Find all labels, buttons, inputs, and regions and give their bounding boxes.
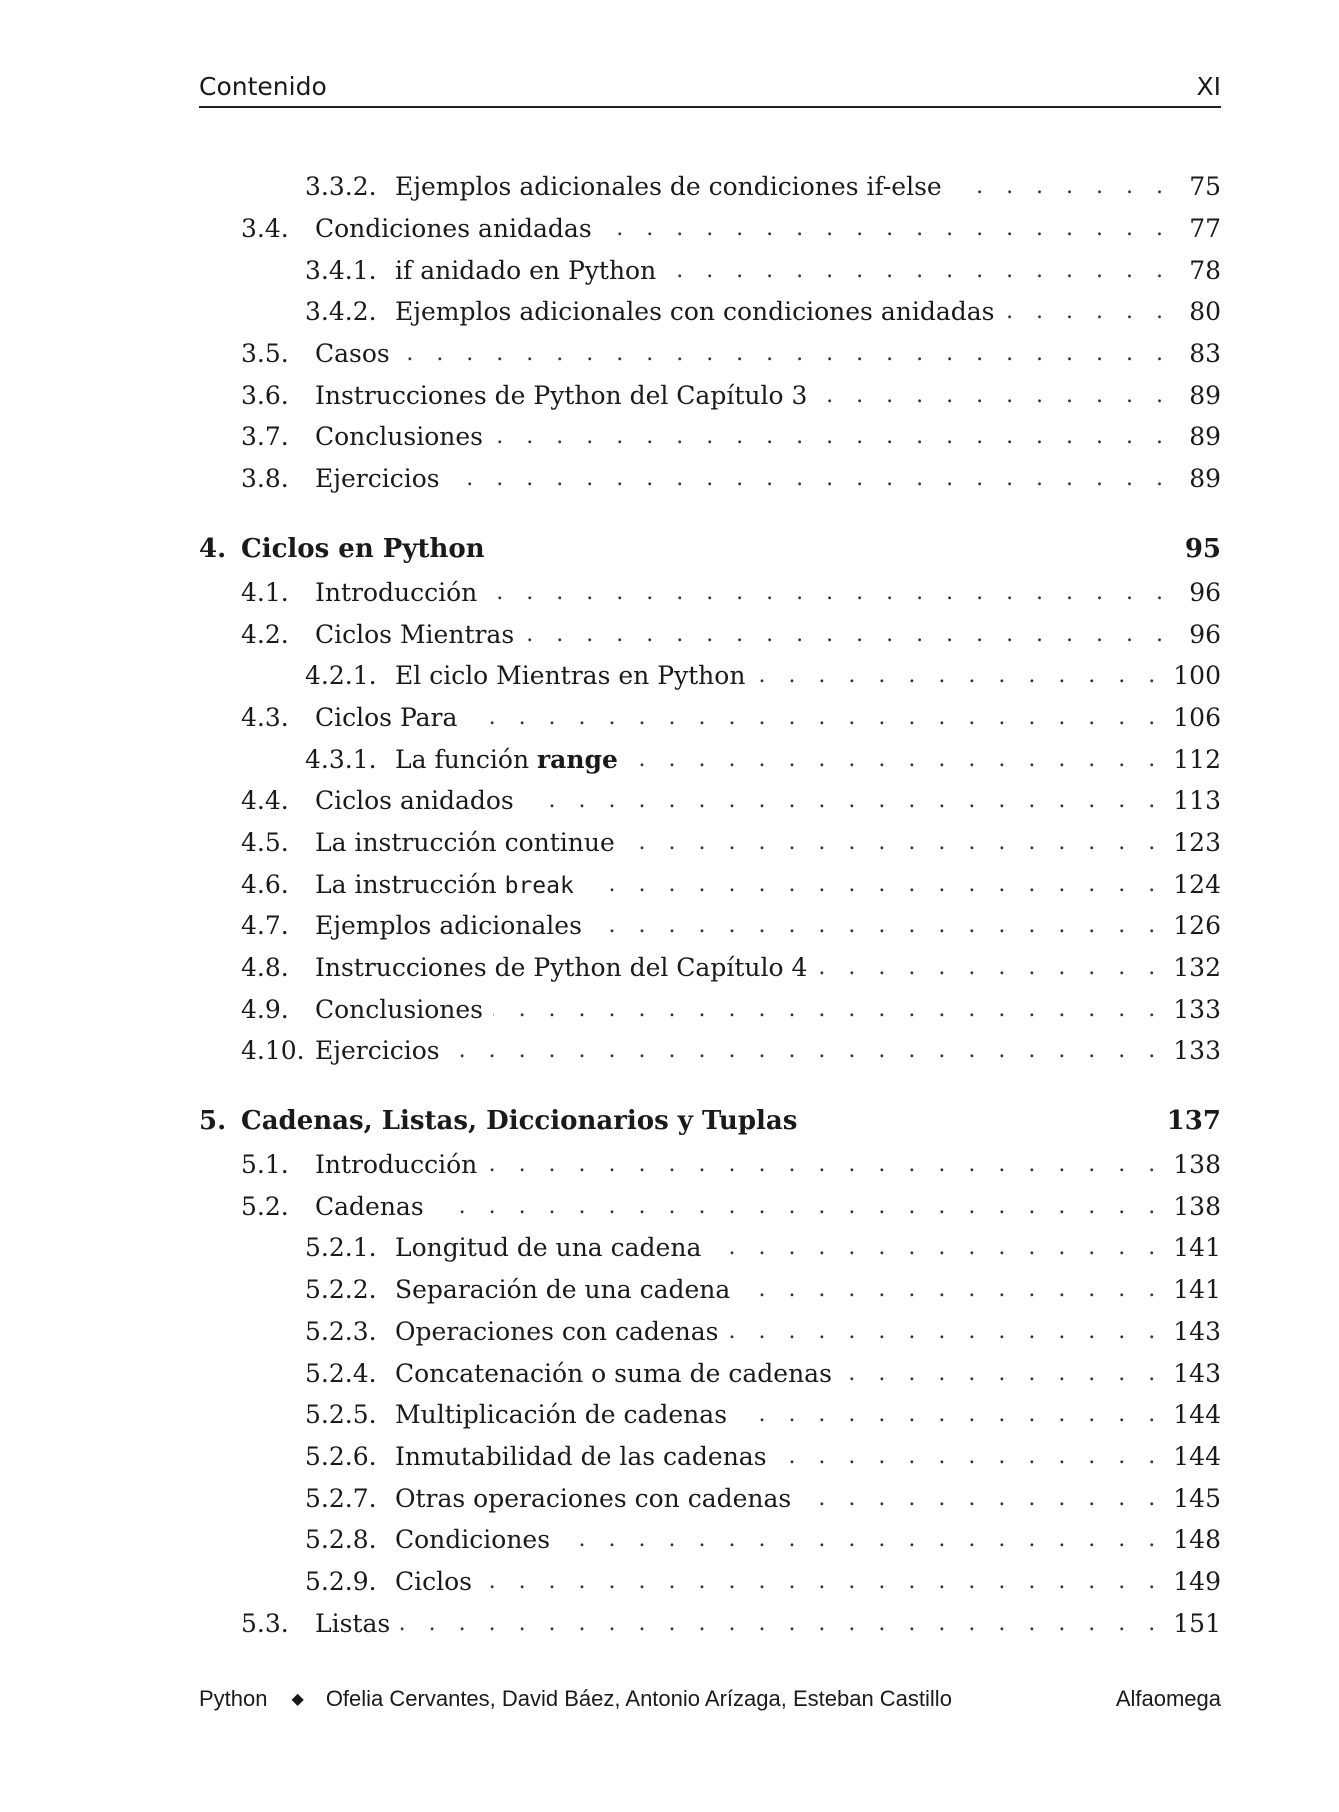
toc-page: 141 — [1173, 1275, 1221, 1305]
dot-leader — [817, 955, 1163, 980]
toc-title: Conclusiones — [315, 994, 483, 1024]
toc-number: 4.6. — [241, 869, 289, 899]
toc-entry-5-2-9 — [199, 1561, 1221, 1603]
toc-title: if anidado en Python — [395, 255, 657, 285]
toc-entry-3-5 — [199, 333, 1221, 375]
dot-leader — [524, 788, 1164, 813]
toc-entry-4-6 — [199, 863, 1221, 905]
toc-page: 78 — [1189, 255, 1221, 285]
running-header — [199, 68, 1221, 108]
toc-page: 138 — [1173, 1150, 1221, 1180]
toc-page: 144 — [1173, 1441, 1221, 1471]
dot-leader — [1004, 299, 1171, 324]
table-of-contents — [199, 166, 1221, 1644]
dot-leader — [737, 1402, 1163, 1427]
toc-title — [315, 870, 574, 899]
toc-title: Ciclos anidados — [315, 786, 514, 816]
toc-number: 5.2.1. — [305, 1233, 377, 1263]
dot-leader — [729, 1319, 1164, 1344]
chapter-page: 137 — [1166, 1105, 1221, 1136]
toc-number: 5.3. — [241, 1608, 289, 1638]
toc-entry-4-10 — [199, 1030, 1221, 1072]
toc-page: 151 — [1173, 1608, 1221, 1638]
toc-title: Listas — [315, 1608, 391, 1638]
dot-leader — [817, 383, 1171, 408]
toc-entry-5-2-2 — [199, 1269, 1221, 1311]
toc-chapter-5 — [199, 1098, 1221, 1144]
toc-page: 133 — [1173, 1036, 1221, 1066]
toc-entry-4-7 — [199, 905, 1221, 947]
toc-entry-5-1 — [199, 1144, 1221, 1186]
toc-title: Ejemplos adicionales — [315, 911, 582, 941]
toc-entry-4-3-1 — [199, 738, 1221, 780]
toc-title: Ejercicios — [315, 1036, 440, 1066]
toc-number: 3.8. — [241, 464, 289, 494]
toc-page: 123 — [1173, 827, 1221, 857]
toc-page: 113 — [1173, 786, 1221, 816]
dot-leader — [755, 663, 1163, 688]
dot-leader — [467, 705, 1163, 730]
toc-title: Ejemplos adicionales de condiciones if-else — [395, 172, 942, 202]
toc-page: 75 — [1189, 172, 1221, 202]
toc-title: Introducción — [315, 577, 478, 607]
dot-leader — [777, 1444, 1164, 1469]
toc-title-code: range — [537, 744, 618, 774]
toc-title: Condiciones — [395, 1525, 551, 1555]
dot-leader — [952, 174, 1171, 199]
toc-title: La instrucción continue — [315, 827, 615, 857]
toc-page: 148 — [1173, 1525, 1221, 1555]
toc-number: 5.2.8. — [305, 1525, 377, 1555]
toc-page: 149 — [1173, 1566, 1221, 1596]
toc-entry-5-2-4 — [199, 1352, 1221, 1394]
toc-title: El ciclo Mientras en Python — [395, 661, 746, 691]
toc-number: 4.4. — [241, 786, 289, 816]
toc-entry-3-6 — [199, 374, 1221, 416]
dot-leader — [628, 747, 1163, 772]
toc-entry-4-9 — [199, 988, 1221, 1030]
toc-title: Instrucciones de Python del Capítulo 4 — [315, 953, 808, 983]
toc-title: Ciclos Para — [315, 702, 458, 732]
toc-entry-3-4 — [199, 208, 1221, 250]
toc-title-text: La instrucción — [315, 869, 497, 899]
toc-number: 5.1. — [241, 1150, 289, 1180]
footer-authors: Ofelia Cervantes, David Báez, Antonio Arízaga, Esteban Castillo — [325, 1686, 952, 1711]
toc-number: 4.9. — [241, 994, 289, 1024]
footer-book-title: Python — [199, 1686, 268, 1711]
toc-chapter-4 — [199, 526, 1221, 572]
toc-number: 5.2.3. — [305, 1316, 377, 1346]
toc-title: Multiplicación de cadenas — [395, 1400, 728, 1430]
toc-number: 5.2.5. — [305, 1400, 377, 1430]
toc-entry-4-8 — [199, 947, 1221, 989]
toc-page: 132 — [1173, 953, 1221, 983]
toc-number: 4.8. — [241, 953, 289, 983]
dot-leader — [711, 1235, 1163, 1260]
toc-page: 144 — [1173, 1400, 1221, 1430]
toc-entry-5-3 — [199, 1602, 1221, 1644]
toc-entry-4-4 — [199, 780, 1221, 822]
toc-title-text: La función — [395, 744, 530, 774]
toc-page: 112 — [1173, 744, 1221, 774]
chapter-page: 95 — [1184, 533, 1221, 564]
dot-leader — [524, 622, 1171, 647]
toc-title: Operaciones con cadenas — [395, 1316, 719, 1346]
dot-leader — [493, 997, 1163, 1022]
toc-title: Separación de una cadena — [395, 1275, 731, 1305]
toc-number: 5.2.7. — [305, 1483, 377, 1513]
toc-page: 89 — [1189, 380, 1221, 410]
toc-title-code: break — [504, 872, 574, 899]
toc-title: Condiciones anidadas — [315, 214, 592, 244]
chapter-title: Cadenas, Listas, Diccionarios y Tuplas — [241, 1105, 798, 1136]
toc-title — [395, 745, 618, 774]
dot-leader — [740, 1277, 1163, 1302]
toc-entry-3-4-1 — [199, 249, 1221, 291]
toc-page: 96 — [1189, 619, 1221, 649]
toc-page: 100 — [1173, 661, 1221, 691]
toc-title: Conclusiones — [315, 422, 483, 452]
toc-number: 3.7. — [241, 422, 289, 452]
dot-leader — [450, 466, 1171, 491]
toc-title: Inmutabilidad de las cadenas — [395, 1441, 767, 1471]
toc-title: Cadenas — [315, 1191, 424, 1221]
toc-page: 77 — [1189, 214, 1221, 244]
diamond-icon: ◆ — [291, 1691, 304, 1708]
toc-page: 96 — [1189, 577, 1221, 607]
toc-number: 4.2. — [241, 619, 289, 649]
toc-page: 89 — [1189, 464, 1221, 494]
toc-number: 4.3. — [241, 702, 289, 732]
toc-page: 124 — [1173, 869, 1221, 899]
toc-number: 4.10. — [241, 1036, 305, 1066]
toc-entry-4-2 — [199, 613, 1221, 655]
toc-entry-5-2-6 — [199, 1436, 1221, 1478]
toc-entry-3-4-2 — [199, 291, 1221, 333]
dot-leader — [801, 1486, 1163, 1511]
toc-entry-3-7 — [199, 416, 1221, 458]
toc-entry-5-2-7 — [199, 1477, 1221, 1519]
toc-entry-4-5 — [199, 822, 1221, 864]
toc-number: 3.5. — [241, 339, 289, 369]
toc-number: 4.2.1. — [305, 661, 377, 691]
footer-credits — [199, 1686, 952, 1712]
toc-number: 4.1. — [241, 577, 289, 607]
dot-leader — [842, 1361, 1163, 1386]
toc-entry-5-2-1 — [199, 1227, 1221, 1269]
dot-leader — [482, 1569, 1163, 1594]
dot-leader — [487, 1152, 1163, 1177]
dot-leader — [560, 1527, 1163, 1552]
header-page-number: XI — [1196, 72, 1221, 101]
toc-entry-4-2-1 — [199, 655, 1221, 697]
dot-leader — [584, 872, 1163, 897]
toc-entry-3-3-2 — [199, 166, 1221, 208]
chapter-title: Ciclos en Python — [241, 533, 485, 564]
toc-number: 5.2.6. — [305, 1441, 377, 1471]
toc-number: 5.2.4. — [305, 1358, 377, 1388]
toc-page: 143 — [1173, 1358, 1221, 1388]
toc-title: Introducción — [315, 1150, 478, 1180]
toc-number: 4.3.1. — [305, 744, 377, 774]
dot-leader — [450, 1038, 1164, 1063]
toc-title: Ejercicios — [315, 464, 440, 494]
toc-number: 4.5. — [241, 827, 289, 857]
toc-page: 133 — [1173, 994, 1221, 1024]
toc-entry-3-8 — [199, 458, 1221, 500]
toc-entry-4-3 — [199, 697, 1221, 739]
chapter-number: 5. — [199, 1105, 227, 1136]
toc-page: 126 — [1173, 911, 1221, 941]
dot-leader — [487, 580, 1171, 605]
header-section-title: Contenido — [199, 72, 327, 101]
toc-page: 141 — [1173, 1233, 1221, 1263]
toc-entry-5-2-3 — [199, 1311, 1221, 1353]
toc-number: 3.4.1. — [305, 255, 377, 285]
dot-leader — [400, 1611, 1163, 1636]
dot-leader — [434, 1194, 1164, 1219]
toc-title: Ciclos Mientras — [315, 619, 515, 649]
toc-number: 5.2. — [241, 1191, 289, 1221]
chapter-number: 4. — [199, 533, 227, 564]
toc-title: Ciclos — [395, 1566, 473, 1596]
toc-page: 83 — [1189, 339, 1221, 369]
toc-number: 4.7. — [241, 911, 289, 941]
toc-page: 80 — [1189, 297, 1221, 327]
dot-leader — [493, 424, 1171, 449]
toc-number: 3.6. — [241, 380, 289, 410]
toc-entry-5-2 — [199, 1185, 1221, 1227]
toc-title: Casos — [315, 339, 390, 369]
toc-number: 5.2.9. — [305, 1566, 377, 1596]
toc-number: 5.2.2. — [305, 1275, 377, 1305]
toc-number: 3.4.2. — [305, 297, 377, 327]
toc-page: 138 — [1173, 1191, 1221, 1221]
toc-page: 106 — [1173, 702, 1221, 732]
toc-entry-5-2-8 — [199, 1519, 1221, 1561]
dot-leader — [400, 341, 1171, 366]
dot-leader — [666, 258, 1171, 283]
footer-publisher: Alfaomega — [1115, 1686, 1221, 1711]
toc-title: Otras operaciones con cadenas — [395, 1483, 792, 1513]
toc-title: Instrucciones de Python del Capítulo 3 — [315, 380, 808, 410]
toc-page: 143 — [1173, 1316, 1221, 1346]
toc-page: 89 — [1189, 422, 1221, 452]
toc-page: 145 — [1173, 1483, 1221, 1513]
dot-leader — [625, 830, 1164, 855]
toc-entry-4-1 — [199, 572, 1221, 614]
toc-number: 3.3.2. — [305, 172, 377, 202]
toc-title: Longitud de una cadena — [395, 1233, 702, 1263]
dot-leader — [602, 216, 1171, 241]
dot-leader — [592, 913, 1163, 938]
toc-title: Ejemplos adicionales con condiciones anidadas — [395, 297, 995, 327]
toc-number: 3.4. — [241, 214, 289, 244]
toc-entry-5-2-5 — [199, 1394, 1221, 1436]
toc-title: Concatenación o suma de cadenas — [395, 1358, 832, 1388]
